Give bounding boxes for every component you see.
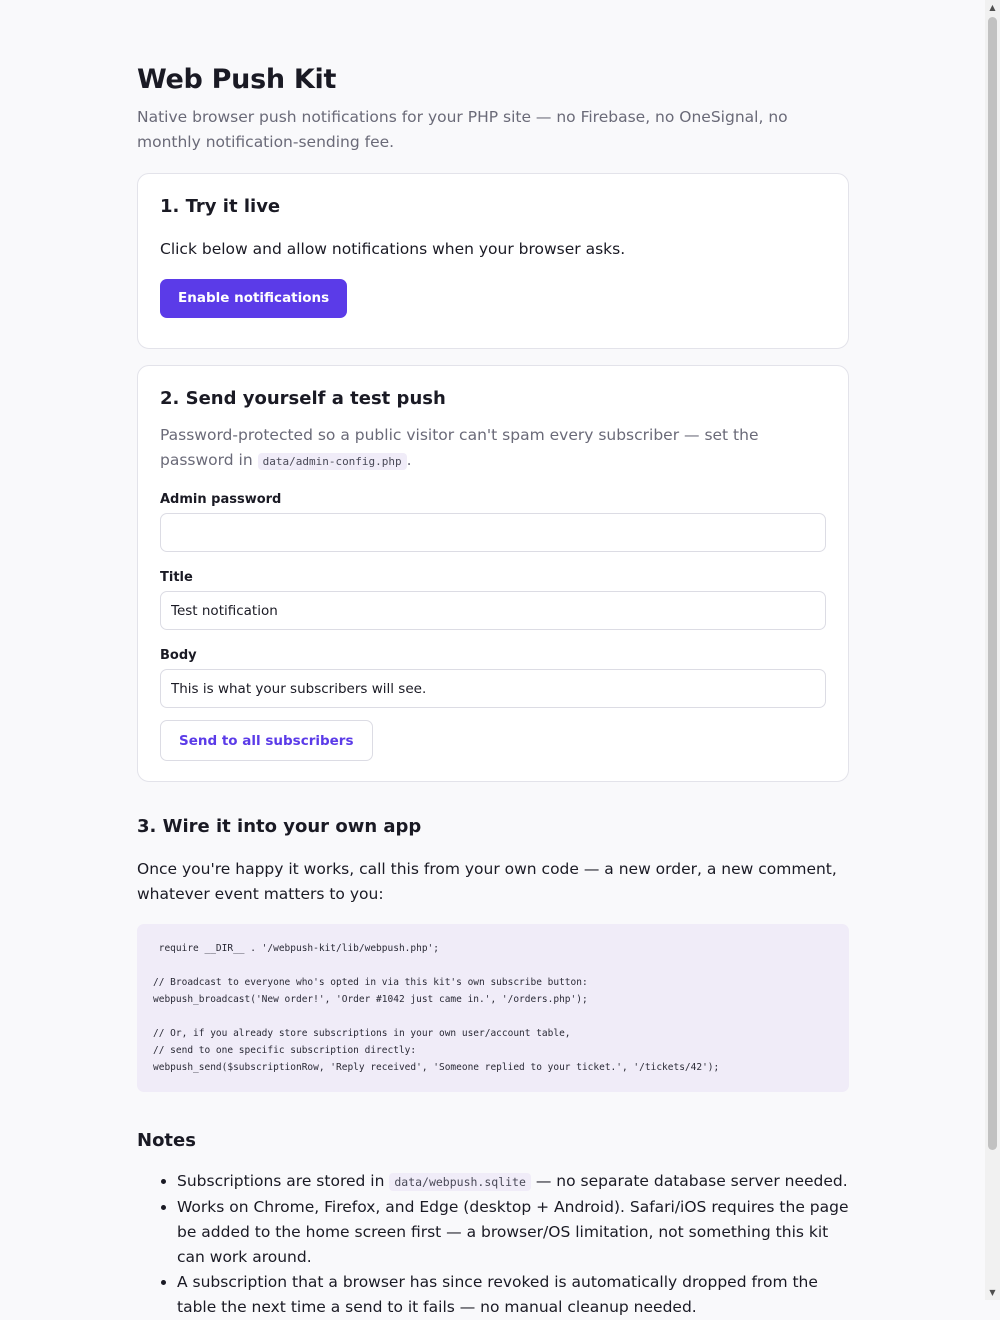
scrollbar-thumb[interactable] [988,17,997,1150]
scroll-down-icon[interactable]: ▼ [989,1288,996,1297]
body-input[interactable] [160,669,826,708]
note1-before: Subscriptions are stored in [177,1172,385,1190]
page-content [137,60,849,1320]
page-lede: Native browser push notifications for your PHP site — no Firebase, no OneSignal, no monthly notification-sending fee. [137,108,788,151]
body-label: Body [160,648,197,663]
title-input[interactable] [160,591,826,630]
try-it-live-card [137,173,849,349]
list-item: • A subscription that a browser has since revoked is automatically dropped from the table the next time a send to it fails — no manual cleanup needed. [177,1270,849,1320]
vertical-scrollbar[interactable] [985,0,1000,1300]
scroll-up-icon[interactable]: ▲ [989,3,996,12]
config-path-code: data/admin-config.php [258,453,407,470]
notes-section [137,1130,849,1320]
step1-heading: 1. Try it live [160,196,281,217]
step3-text: Once you're happy it works, call this from your own code — a new order, a new comment, whatever event matters to you: [137,860,837,903]
page-title: Web Push Kit [137,64,337,95]
send-to-all-button[interactable]: Send to all subscribers [160,720,373,761]
password-label: Admin password [160,492,282,507]
list-item [177,1169,849,1195]
notes-heading: Notes [137,1130,196,1151]
title-label: Title [160,570,193,585]
wire-it-section [137,816,849,1092]
admin-password-input[interactable] [160,513,826,552]
step2-text [160,423,826,474]
step3-heading: 3. Wire it into your own app [137,816,422,837]
code-sample: require __DIR__ . '/webpush-kit/lib/webpush.php'; // Broadcast to everyone who's opted in via this kit's own subscribe button: webpush_broadcast('New order!', 'Order #1042 just came in.', '/orders.php'); // Or, if you already store subscriptions in your own user/account table, // send to one specific subscription directly: webpush_send($subscriptionRow, 'Reply received', 'Someone replied to your ticket.', '/tickets/42'); [137,924,849,1092]
test-push-card [137,365,849,782]
sqlite-path-code: data/webpush.sqlite [389,1173,531,1191]
notes-list [137,1169,849,1320]
enable-notifications-button[interactable]: Enable notifications [160,279,347,318]
step1-text: Click below and allow notifications when your browser asks. [160,240,626,258]
note1-after: — no separate database server needed. [535,1172,848,1190]
step2-text-after: . [406,451,412,469]
list-item: • Works on Chrome, Firefox, and Edge (desktop + Android). Safari/iOS requires the page be added to the home screen first — a browser/OS limitation, not something this kit can work around. [177,1195,849,1270]
step2-text-before: Password-protected so a public visitor can't spam every subscriber — set the password in [160,426,759,469]
step2-heading: 2. Send yourself a test push [160,388,446,409]
